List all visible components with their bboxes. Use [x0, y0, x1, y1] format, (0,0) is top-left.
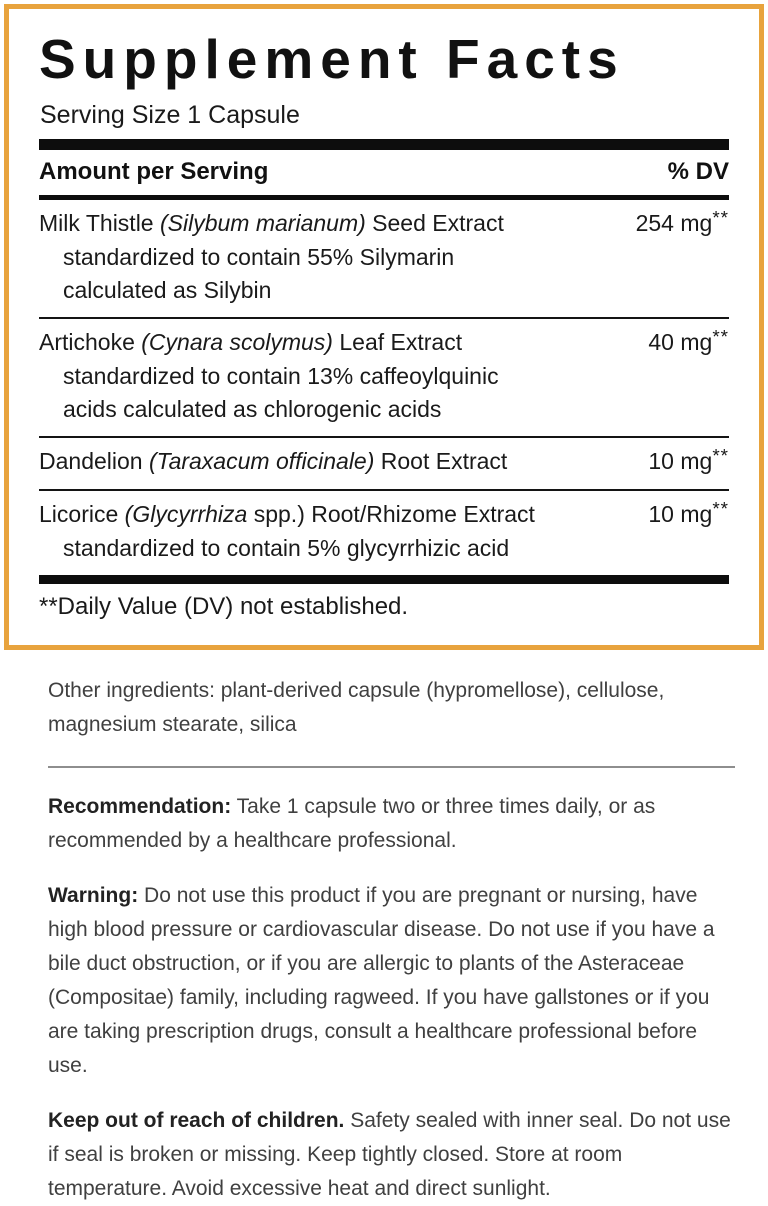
ingredient-name	[39, 498, 547, 531]
ingredient-amount	[636, 207, 729, 241]
ingredient-amount-asterisks: **	[712, 444, 729, 466]
ingredient-amount-value: 10 mg	[648, 501, 713, 527]
ingredient-amount-value: 254 mg	[635, 210, 713, 236]
ingredient-row-main	[39, 326, 729, 360]
ingredient-amount	[648, 445, 729, 479]
ingredient-subline: acids calculated as chlorogenic acids	[63, 396, 442, 422]
info-section-lead: Warning:	[48, 884, 139, 907]
ingredient-subline: standardized to contain 13% caffeoylquinic	[63, 363, 499, 389]
supplement-facts-panel	[4, 4, 764, 650]
ingredient-name	[39, 207, 516, 240]
ingredient-name-latin: (Cynara scolymus)	[141, 329, 333, 355]
column-header-row	[39, 150, 729, 195]
dv-footnote: **Daily Value (DV) not established.	[39, 593, 409, 620]
column-header-dv: % DV	[667, 158, 729, 185]
ingredient-name-text: spp.) Root/Rhizome Extract	[247, 501, 535, 527]
info-section-lead: Recommendation:	[48, 795, 232, 818]
ingredient-name-latin: (Silybum marianum)	[160, 210, 366, 236]
ingredient-name-text: Licorice	[39, 501, 125, 527]
ingredient-subline: standardized to contain 5% glycyrrhizic acid	[63, 535, 510, 561]
info-section-text: Do not use this product if you are pregnant or nursing, have high blood pressure or cardiovascular disease. Do not use if you have a bile duct obstruction, or if you are allergic to plants of the Asteraceae (Compositae) family, including ragweed. If you have gallstones or if you are taking prescription drugs, consult a healthcare professional before use.	[48, 884, 715, 1077]
info-section	[48, 790, 738, 858]
header-bar-thick	[39, 139, 729, 150]
ingredient-row	[39, 489, 729, 575]
ingredient-name-text: Seed Extract	[365, 210, 504, 236]
section-divider	[48, 766, 735, 768]
column-header-amount: Amount per Serving	[39, 158, 269, 185]
footnote-bar	[39, 575, 729, 584]
ingredient-row	[39, 200, 729, 317]
info-section	[48, 879, 738, 1083]
ingredient-amount-asterisks: **	[712, 497, 729, 519]
other-ingredients: Other ingredients: plant-derived capsule (hypromellose), cellulose, magnesium stearate, silica	[48, 679, 665, 736]
ingredient-name-text: Milk Thistle	[39, 210, 160, 236]
serving-size: Serving Size 1 Capsule	[40, 101, 300, 129]
ingredient-name-text: Artichoke	[39, 329, 142, 355]
info-section	[48, 1104, 738, 1206]
ingredient-row-main	[39, 207, 729, 241]
ingredient-name	[39, 326, 474, 359]
ingredient-amount-asterisks: **	[712, 325, 729, 347]
ingredient-amount-asterisks: **	[712, 206, 729, 228]
ingredient-row	[39, 436, 729, 489]
ingredient-amount-value: 40 mg	[648, 329, 713, 355]
ingredient-subline: standardized to contain 55% Silymarin	[63, 244, 455, 270]
ingredient-name	[39, 445, 519, 478]
panel-title: Supplement Facts	[39, 28, 625, 90]
ingredient-row	[39, 317, 729, 436]
info-section-text: Take 1 capsule two or three times daily, or as recommended by a healthcare professional.	[48, 795, 656, 852]
info-area	[0, 650, 768, 1206]
info-section-text: Safety sealed with inner seal. Do not use if seal is broken or missing. Keep tightly closed. Store at room temperature. Avoid excessive heat and direct sunlight.	[48, 1109, 731, 1200]
info-sections	[48, 790, 738, 1206]
ingredient-rows	[39, 200, 729, 575]
ingredient-name-text: Leaf Extract	[332, 329, 463, 355]
ingredient-name-latin: (Taraxacum officinale)	[148, 448, 375, 474]
ingredient-subline: calculated as Silybin	[63, 277, 272, 303]
ingredient-row-main	[39, 498, 729, 532]
ingredient-name-text: Root Extract	[374, 448, 508, 474]
ingredient-name-text: Dandelion	[39, 448, 149, 474]
ingredient-amount	[648, 326, 729, 360]
ingredient-name-latin: (Glycyrrhiza	[124, 501, 248, 527]
info-section-lead: Keep out of reach of children.	[48, 1109, 345, 1132]
ingredient-amount	[648, 498, 729, 532]
ingredient-amount-value: 10 mg	[648, 448, 713, 474]
ingredient-row-main	[39, 445, 729, 479]
